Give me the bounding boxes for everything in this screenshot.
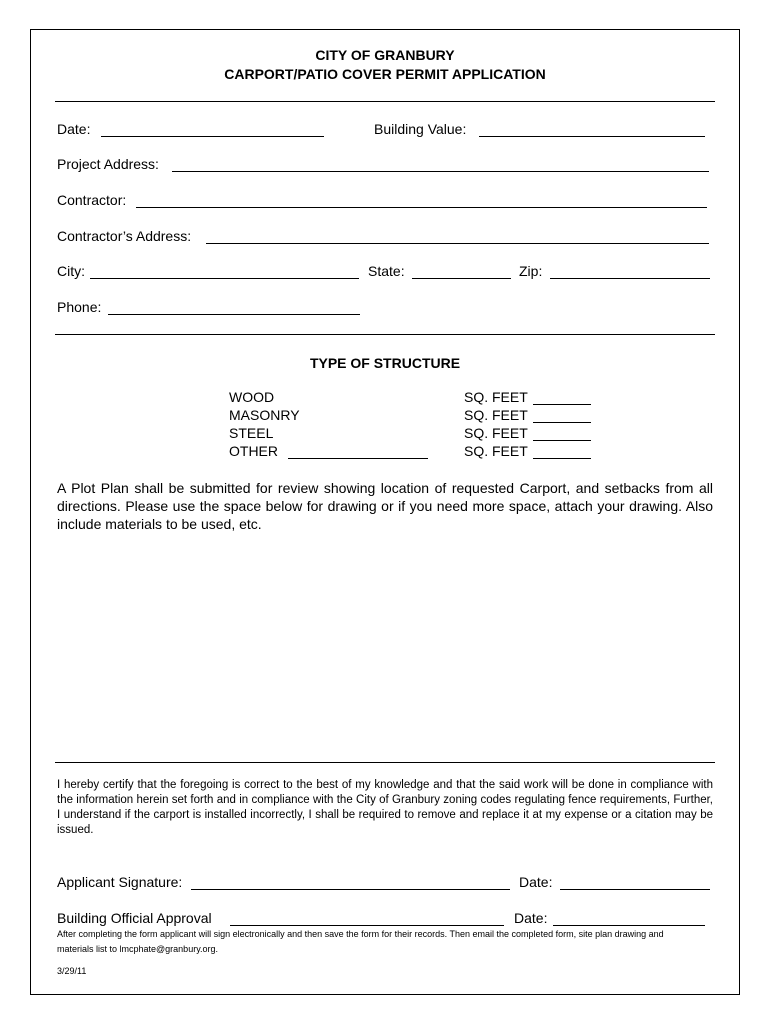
submission-instructions-line1: After completing the form applicant will sign electronically and then save the form for their records. Then email the completed form, site plan drawing and (57, 929, 664, 939)
sqft-field-wood[interactable] (533, 404, 591, 405)
applicant-signature-field[interactable] (191, 889, 510, 890)
other-type-field[interactable] (288, 458, 428, 459)
contractor-address-field[interactable] (206, 243, 709, 244)
project-address-field[interactable] (172, 171, 709, 172)
structure-type-steel: STEEL (229, 425, 274, 441)
contractor-field[interactable] (136, 207, 707, 208)
official-approval-label: Building Official Approval (57, 910, 212, 926)
applicant-date-field[interactable] (560, 889, 710, 890)
sqft-label-other: SQ. FEET (464, 443, 528, 459)
contractor-address-label: Contractor’s Address: (57, 228, 192, 244)
sqft-label-masonry: SQ. FEET (464, 407, 528, 423)
phone-field[interactable] (108, 314, 360, 315)
state-label: State: (368, 263, 405, 279)
form-title: CARPORT/PATIO COVER PERMIT APPLICATION (224, 66, 546, 82)
contractor-label: Contractor: (57, 192, 127, 208)
state-field[interactable] (412, 278, 511, 279)
contact-divider (55, 334, 715, 335)
sqft-field-masonry[interactable] (533, 422, 591, 423)
sqft-field-steel[interactable] (533, 440, 591, 441)
structure-type-other: OTHER (229, 443, 278, 459)
structure-heading: TYPE OF STRUCTURE (309, 355, 461, 371)
date-label: Date: (57, 121, 91, 137)
sqft-label-wood: SQ. FEET (464, 389, 528, 405)
phone-label: Phone: (57, 299, 102, 315)
zip-label: Zip: (519, 263, 543, 279)
official-date-label: Date: (514, 910, 548, 926)
zip-field[interactable] (550, 278, 710, 279)
city-title: CITY OF GRANBURY (315, 47, 455, 63)
date-field[interactable] (101, 136, 324, 137)
revision-date: 3/29/11 (57, 966, 87, 976)
project-address-label: Project Address: (57, 156, 159, 172)
city-field[interactable] (90, 278, 359, 279)
plot-plan-instructions: A Plot Plan shall be submitted for review showing location of requested Carport, and setbacks from all directions. Please use the space below for drawing or if you need more space, attach your drawing. Also include materials to be used, etc. (57, 480, 713, 532)
official-date-field[interactable] (553, 925, 705, 926)
sqft-field-other[interactable] (533, 458, 591, 459)
applicant-date-label: Date: (519, 874, 553, 890)
structure-type-masonry: MASONRY (229, 407, 300, 423)
drawing-area-divider (55, 762, 715, 763)
structure-type-wood: WOOD (229, 389, 275, 405)
sqft-label-steel: SQ. FEET (464, 425, 528, 441)
plot-plan-drawing-area[interactable] (57, 540, 713, 755)
official-approval-field[interactable] (230, 925, 504, 926)
building-value-label: Building Value: (374, 121, 467, 137)
city-label: City: (57, 263, 85, 279)
header-divider (55, 101, 715, 102)
building-value-field[interactable] (479, 136, 705, 137)
certification-statement: I hereby certify that the foregoing is correct to the best of my knowledge and that the said work will be done in compliance with the information herein set forth and in compliance with the City of Granbury zoning codes regulating fence requirements, Further, I understand if the carport is installed incorrectly, I shall be required to remove and replace it at my expense or a citation may be issued. (57, 779, 713, 836)
applicant-signature-label: Applicant Signature: (57, 874, 183, 890)
submission-instructions-line2: materials list to lmcphate@granbury.org. (57, 944, 219, 954)
